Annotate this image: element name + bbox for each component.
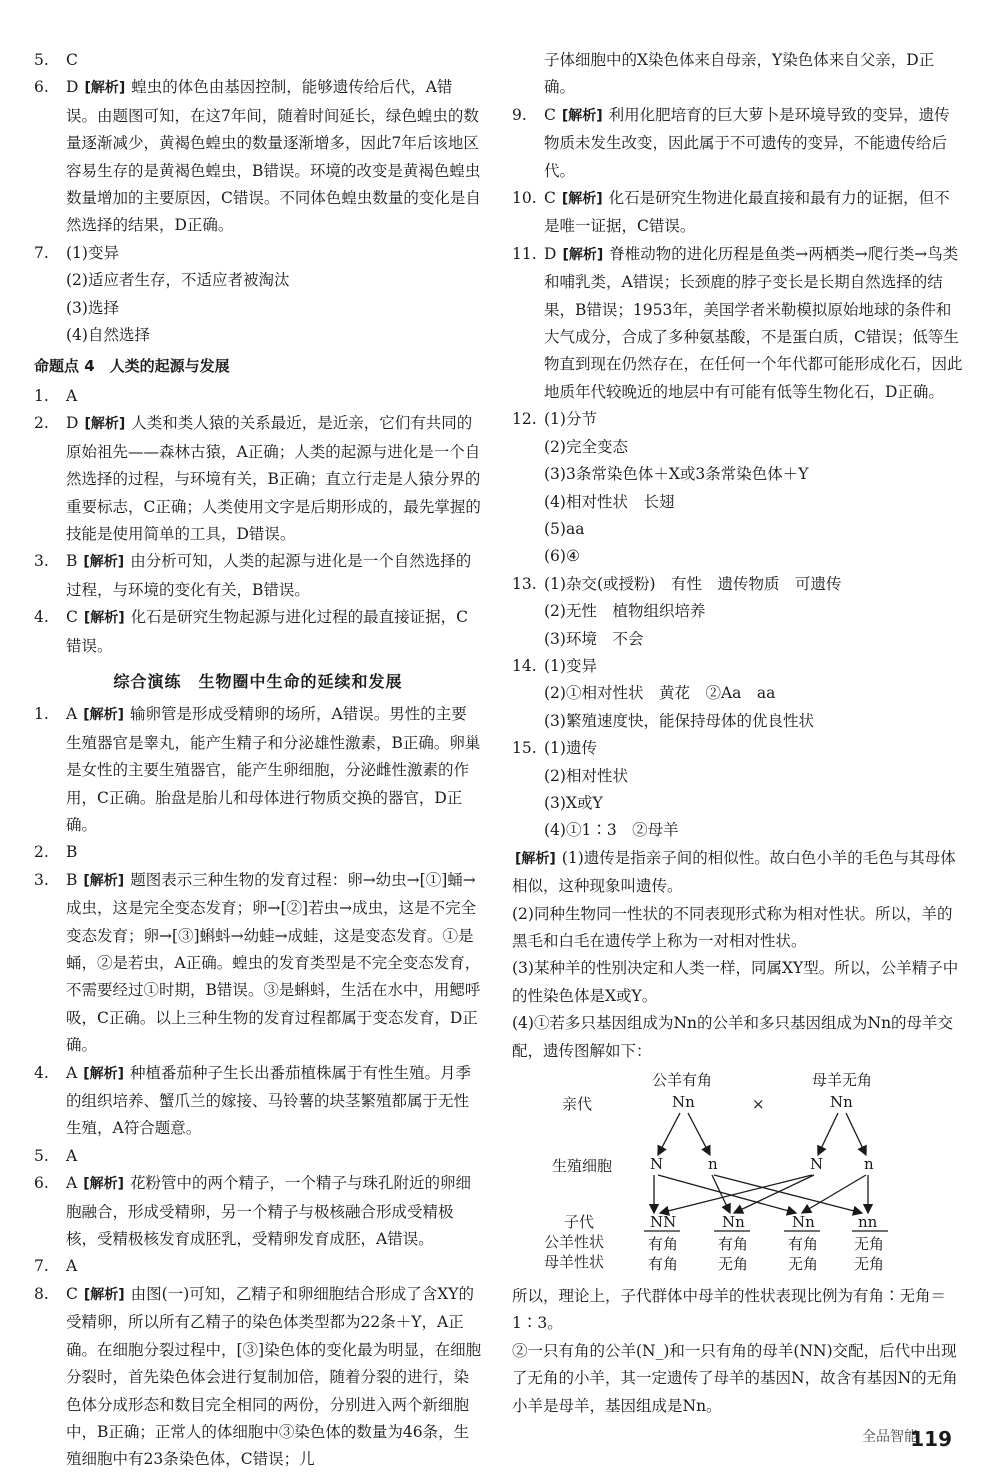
sub-answer: (2)完全变态	[544, 437, 628, 456]
conclusion-line: ②一只有角的公羊(N_)和一只有角的母羊(NN)交配，后代中出现了无角的小羊，其一定遗传了母羊的基因N，故含有基因N的无角小羊是母羊，基因组成是Nn。	[512, 1341, 958, 1415]
cross-diagram-svg	[512, 1069, 964, 1277]
cross-arrows	[644, 1113, 888, 1231]
answer-choice: C	[544, 105, 556, 124]
sub-answer: (4)相对性状 长翅	[544, 492, 675, 511]
item-number: 3.	[34, 870, 49, 889]
item-number: 1.	[34, 386, 49, 405]
answer-choice: D	[66, 78, 79, 97]
item-number: 4.	[34, 608, 49, 627]
male-trait-3: 有角	[788, 1235, 819, 1254]
gamete-1: N	[650, 1155, 664, 1174]
right-column	[512, 47, 964, 1420]
answer-item	[34, 1170, 482, 1253]
item-number: 10.	[512, 189, 537, 208]
sub-answer: (5)aa	[544, 519, 585, 538]
answer-item	[34, 1281, 482, 1474]
sub-answer: (6)④	[544, 547, 580, 566]
female-title: 母羊无角	[812, 1071, 873, 1090]
item-number: 5.	[34, 1146, 49, 1165]
item-number: 4.	[34, 1063, 49, 1082]
item-number: 5.	[34, 51, 49, 69]
label-parent: 亲代	[562, 1095, 593, 1114]
offspring-1: NN	[650, 1213, 677, 1232]
item-number: 7.	[34, 1257, 49, 1276]
answer-text: 题图表示三种生物的发育过程：卵→幼虫→[①]蛹→成虫，这是完全变态发育；卵→[②]若虫→成虫，这是不完全变态发育；卵→[③]蝌蚪→幼蛙→成蛙，这是变态发育。①是蛹，②是若虫，A正确。蝗虫的发育类型是不完全变态发育，不需要经过①时期，B错误。③是蝌蚪，生活在水中，用鳃呼吸，C正确。以上三种生物的发育过程都属于变态发育，D正确。	[66, 870, 481, 1055]
continued-text: 子体细胞中的X染色体来自母亲，Y染色体来自父亲，D正确。	[544, 51, 935, 97]
label-offspring: 子代	[564, 1213, 595, 1232]
answer-item	[512, 571, 964, 653]
answer-item	[34, 1143, 482, 1170]
sub-answer: (3)3条常染色体＋X或3条常染色体＋Y	[544, 465, 809, 484]
analysis-lines	[512, 845, 964, 1065]
answer-list-top	[34, 47, 482, 349]
answer-list-right	[512, 102, 964, 845]
answer-list-synthesis	[34, 701, 482, 1473]
answer-text: 输卵管是形成受精卵的场所，A错误。男性的主要生殖器官是睾丸，能产生精子和分泌雄性激素，B正确。卵巢是女性的主要生殖器官，能产生卵细胞，分泌雌性激素的作用，C正确。胎盘是胎儿和母体进行物质交换的器官，D正确。	[66, 705, 481, 834]
answer-item	[512, 735, 964, 845]
answer-item	[34, 1060, 482, 1143]
answer-text: 脊椎动物的进化历程是鱼类→两栖类→爬行类→鸟类和哺乳类，A错误；长颈鹿的脖子变长是长期自然选择的结果，B错误；1953年，美国学者米勒模拟原始地球的条件和大气成分，合成了多种氨基酸，不是蛋白质，C错误；低等生物直到现在仍然存在，在任何一个年代都可能形成化石，因此地质年代较晚近的地层中有可能有低等生物化石，D正确。	[544, 244, 963, 401]
gamete-4: n	[864, 1155, 874, 1174]
answer-item	[34, 74, 482, 239]
answer-text: 由分析可知，人类的起源与进化是一个自然选择的过程，与环境的变化有关，B错误。	[66, 552, 472, 599]
answer-choice: D	[544, 244, 557, 263]
answer-text: C	[66, 51, 78, 69]
answer-item	[512, 185, 964, 241]
female-trait-2: 无角	[718, 1255, 749, 1274]
analysis-line	[512, 901, 964, 956]
answer-text: A	[66, 1257, 78, 1276]
label-male-trait: 公羊性状	[544, 1233, 605, 1252]
sub-answer: (3)环境 不会	[544, 629, 644, 648]
item-number: 3.	[34, 552, 49, 571]
section-heading-synthesis: 综合演练 生物圈中生命的延续和发展	[113, 671, 403, 691]
male-trait-4: 无角	[854, 1235, 885, 1254]
answer-item	[34, 839, 482, 866]
analysis-tag: [解析]	[83, 1286, 125, 1303]
male-trait-2: 有角	[718, 1235, 749, 1254]
label-gamete: 生殖细胞	[552, 1157, 613, 1176]
sub-answer: (1)变异	[544, 656, 597, 675]
item-number: 6.	[34, 1174, 49, 1193]
answer-text: 由图(一)可知，乙精子和卵细胞结合形成了含XY的受精卵，所以所有乙精子的染色体类型都为22条＋Y，A正确。在细胞分裂过程中，[③]染色体的变化最为明显，在细胞分裂时，首先染色体会进行复制加倍，随着分裂的进行，染色体分成形态和数目完全相同的两份，分别进入两个新细胞中，B正确；正常人的体细胞中③染色体的数量为46条，生殖细胞中有23条染色体，C错误；儿	[66, 1284, 482, 1469]
answer-item	[34, 410, 482, 548]
analysis-tag: [解析]	[83, 610, 125, 627]
analysis-block	[512, 845, 964, 1065]
answer-item	[34, 47, 482, 74]
sub-answer: (1)遗传	[544, 739, 597, 758]
page-number: 119	[910, 1426, 952, 1451]
analysis-tag: [解析]	[561, 107, 603, 124]
sub-answer: (3)X或Y	[544, 793, 603, 812]
footer-label: 全品智能	[862, 1428, 918, 1445]
answer-choice: B	[66, 870, 78, 889]
sub-answer: (3)繁殖速度快，能保持母体的优良性状	[544, 711, 814, 730]
female-trait-3: 无角	[788, 1255, 819, 1274]
answer-item	[34, 701, 482, 839]
answer-text: B	[66, 843, 78, 862]
answer-item	[34, 383, 482, 410]
answer-text: A	[66, 386, 78, 405]
offspring-2: Nn	[722, 1213, 745, 1232]
item-number: 6.	[34, 78, 49, 97]
answer-choice: B	[66, 552, 78, 571]
sub-answer: (2)①相对性状 黄花 ②Aa aa	[544, 684, 776, 703]
answer-item	[34, 548, 482, 604]
item-number: 13.	[512, 574, 537, 593]
section-heading-4: 命题点 4 人类的起源与发展	[34, 357, 230, 376]
cross-symbol: ×	[752, 1095, 765, 1114]
sub-answer: (2)适应者生存，不适应者被淘汰	[66, 271, 290, 290]
item-number: 8.	[34, 1284, 49, 1303]
male-trait-1: 有角	[648, 1235, 679, 1254]
analysis-tag: [解析]	[515, 850, 556, 867]
answer-text: 种植番茄种子生长出番茄植株属于有性生殖。月季的组织培养、蟹爪兰的嫁接、马铃薯的块茎繁殖都属于无性生殖，A符合题意。	[66, 1063, 472, 1138]
answer-text: 人类和类人猿的关系最近，是近亲，它们有共同的原始祖先——森林古猿，A正确；人类的起源与进化是一个自然选择的过程，与环境有关，B正确；直立行走是人猿分界的重要标志，C正确；人类使用文字是后期形成的，最先掌握的技能是使用简单的工具，D错误。	[66, 414, 481, 543]
male-genotype: Nn	[672, 1093, 695, 1112]
sub-answer: (2)无性 植物组织培养	[544, 602, 706, 621]
analysis-text: (3)某种羊的性别决定和人类一样，同属XY型。所以，公羊精子中的性染色体是X或Y。	[512, 959, 959, 1005]
answer-item	[34, 867, 482, 1060]
analysis-tag: [解析]	[83, 1176, 124, 1193]
item-number: 11.	[512, 244, 537, 263]
sub-answer: (3)选择	[66, 298, 119, 317]
analysis-tag: [解析]	[561, 191, 603, 208]
analysis-tag: [解析]	[83, 872, 125, 889]
answer-item	[34, 604, 482, 660]
conclusion-line: 所以，理论上，子代群体中母羊的性状表现比例为有角∶无角＝1∶3。	[512, 1287, 947, 1333]
analysis-tag: [解析]	[83, 1065, 124, 1082]
answer-text: 蝗虫的体色由基因控制，能够遗传给后代，A错误。由题图可知，在这7年间，随着时间延长，绿色蝗虫的数量逐渐减少，黄褐色蝗虫的数量逐渐增多，因此7年后该地区容易生存的是黄褐色蝗虫，B错误。环境的改变是黄褐色蝗虫数量增加的主要原因，C错误。不同体色蝗虫数量的变化是自然选择的结果，D正确。	[66, 78, 481, 235]
gamete-2: n	[708, 1155, 718, 1174]
analysis-text: (1)遗传是指亲子间的相似性。故白色小羊的毛色与其母体相似，这种现象叫遗传。	[512, 848, 956, 896]
sub-answer: (2)相对性状	[544, 766, 628, 785]
sub-answer: (4)①1∶3 ②母羊	[544, 821, 679, 840]
answer-item	[512, 653, 964, 735]
answer-list-section-4	[34, 383, 482, 660]
analysis-tag: [解析]	[562, 246, 604, 263]
female-trait-4: 无角	[854, 1255, 885, 1274]
item-number: 12.	[512, 410, 537, 429]
gamete-3: N	[810, 1155, 824, 1174]
analysis-line	[512, 1010, 964, 1065]
answer-choice: A	[66, 1063, 78, 1082]
offspring-3: Nn	[792, 1213, 815, 1232]
left-column	[34, 47, 482, 1474]
answer-text: 化石是研究生物进化最直接和最有力的证据，但不是唯一证据，C错误。	[544, 189, 950, 236]
conclusion-lines	[512, 1283, 964, 1420]
item-number: 1.	[34, 705, 49, 724]
answer-text: 化石是研究生物起源与进化过程的最直接证据，C错误。	[66, 608, 469, 655]
analysis-text: (4)①若多只基因组成为Nn的公羊和多只基因组成为Nn的母羊交配，遗传图解如下：	[512, 1014, 954, 1060]
analysis-line	[512, 845, 964, 901]
answer-item	[512, 241, 964, 406]
sub-answer: (4)自然选择	[66, 326, 150, 345]
answer-choice: A	[66, 1174, 78, 1193]
answer-item	[34, 240, 482, 350]
answer-item	[512, 406, 964, 570]
analysis-text: (2)同种生物同一性状的不同表现形式称为相对性状。所以，羊的黑毛和白毛在遗传学上称为一对相对性状。	[512, 904, 953, 950]
sub-answer: (1)变异	[66, 243, 119, 262]
male-title: 公羊有角	[652, 1071, 713, 1090]
item-number: 15.	[512, 739, 537, 758]
analysis-tag: [解析]	[83, 554, 125, 571]
label-female-trait: 母羊性状	[544, 1253, 605, 1272]
analysis-tag: [解析]	[83, 707, 124, 724]
answer-text: 花粉管中的两个精子，一个精子与珠孔附近的卵细胞融合，形成受精卵，另一个精子与极核融合形成受精极核，受精极核发育成胚乳，受精卵发育成胚，A错误。	[66, 1174, 472, 1249]
item-number: 7.	[34, 243, 49, 262]
sub-answer: (1)杂交(或授粉) 有性 遗传物质 可遗传	[544, 574, 842, 593]
answer-choice: D	[66, 414, 79, 433]
answer-item	[34, 1253, 482, 1280]
item-number: 9.	[512, 105, 527, 124]
female-genotype: Nn	[830, 1093, 853, 1112]
item-number: 2.	[34, 414, 49, 433]
answer-text: 利用化肥培育的巨大萝卜是环境导致的变异，遗传物质未发生改变，因此属于不可遗传的变异，不能遗传给后代。	[544, 105, 950, 180]
analysis-tag: [解析]	[84, 80, 126, 97]
offspring-4: nn	[858, 1213, 878, 1232]
sub-answer: (1)分节	[544, 410, 597, 429]
female-trait-1: 有角	[648, 1255, 679, 1274]
item-number: 14.	[512, 656, 537, 675]
item-number: 2.	[34, 843, 49, 862]
analysis-tag: [解析]	[84, 416, 126, 433]
answer-choice: C	[66, 608, 78, 627]
continued-answer	[512, 47, 964, 102]
answer-item	[512, 102, 964, 185]
answer-choice: C	[66, 1284, 78, 1303]
genetic-cross-diagram	[512, 1069, 964, 1277]
answer-text: A	[66, 1146, 78, 1165]
answer-choice: A	[66, 705, 78, 724]
analysis-line	[512, 955, 964, 1010]
answer-choice: C	[544, 189, 556, 208]
